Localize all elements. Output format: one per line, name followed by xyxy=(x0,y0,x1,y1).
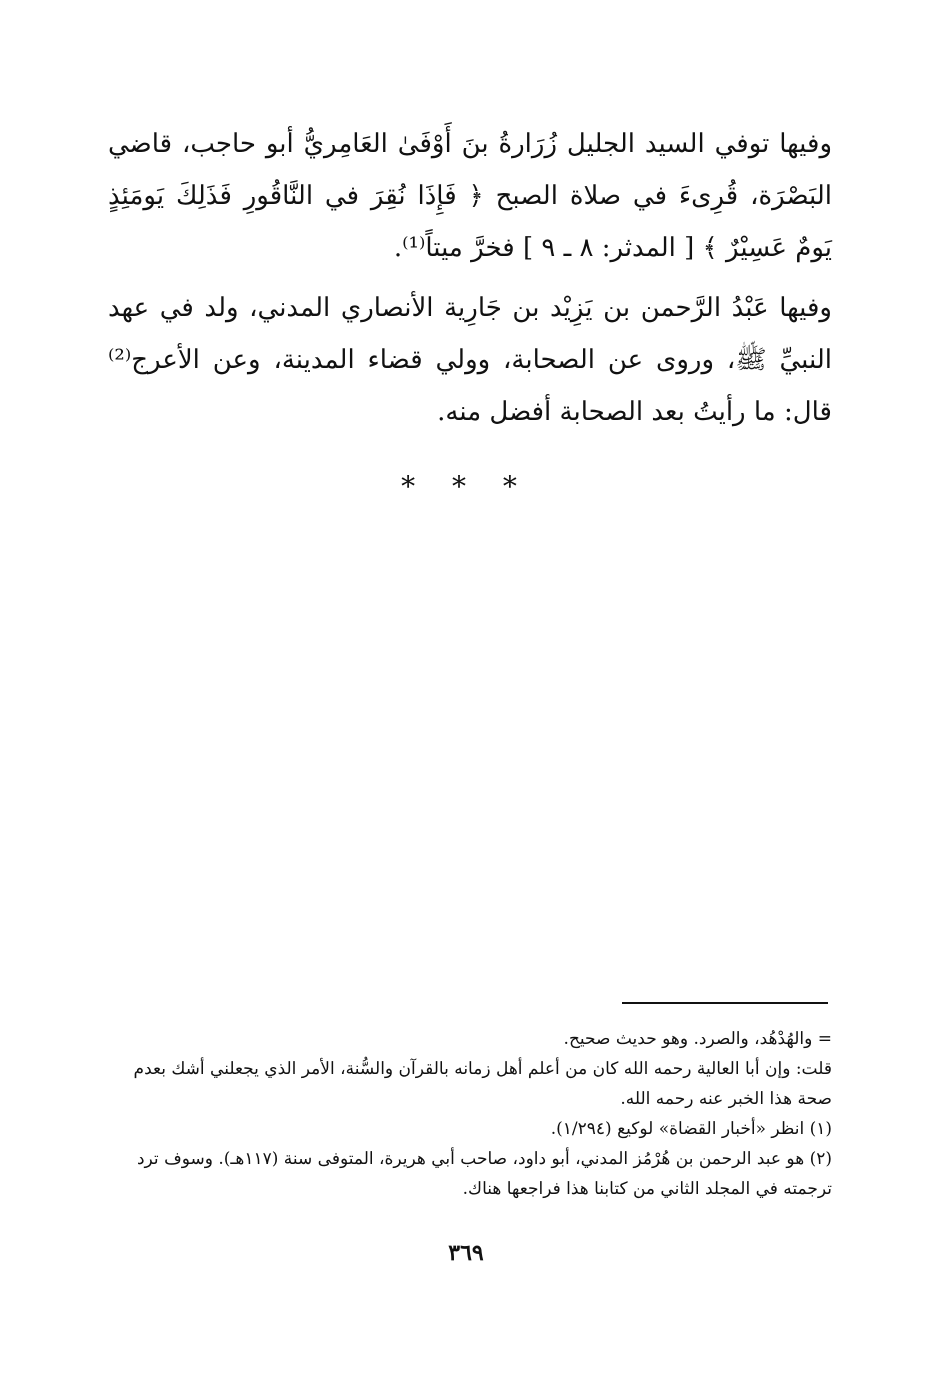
footnote-1: (١) انظر «أخبار القضاة» لوكيع (١/٢٩٤). xyxy=(550,1119,832,1139)
paragraph-zurara: وفيها توفي السيد الجليل زُرَارةُ بنَ أَوْفَىٰ العَامِريُّ أبو حاجب، قاضي البَصْرَة، قُرِىءَ في صلاة الصبح ﴿ فَإِذَا نُقِرَ في النَّاقُورِ فَذَلِكَ يَومَئِذٍ يَومٌ عَسِيْرٌ ﴾ [ المدثر: ٨ ـ ٩ ] فخرَّ ميتاً⁽¹⁾. xyxy=(108,129,832,263)
section-separator: * * * xyxy=(401,470,531,503)
main-text xyxy=(108,118,832,446)
paragraph-abdulrahman: وفيها عَبْدُ الرَّحمن بن يَزِيْد بن جَارِية الأنصاري المدني، ولد في عهد النبيِّ ﷺ، وروى عن الصحابة، وولي قضاء المدينة، وعن الأعرج⁽²⁾ قال: ما رأيتُ بعد الصحابة أفضل منه. xyxy=(108,293,832,427)
footnote-2: (٢) هو عبد الرحمن بن هُرْمُز المدني، أبو داود، صاحب أبي هريرة، المتوفى سنة (١١٧هـ). وسوف ترد ترجمته في المجلد الثاني من كتابنا هذا فراجعها هناك. xyxy=(136,1149,832,1199)
footnotes xyxy=(108,1024,832,1204)
page-number: ٣٦٩ xyxy=(448,1240,484,1266)
footnote-comment: قلت: وإن أبا العالية رحمه الله كان من أعلم أهل زمانه بالقرآن والسُّنة، الأمر الذي يجعلني أشك بعدم صحة هذا الخبر عنه رحمه الله. xyxy=(133,1059,832,1109)
footnote-divider xyxy=(622,1002,828,1004)
footnote-continuation: = والهُدْهُد، والصرد. وهو حديث صحيح. xyxy=(563,1029,832,1049)
